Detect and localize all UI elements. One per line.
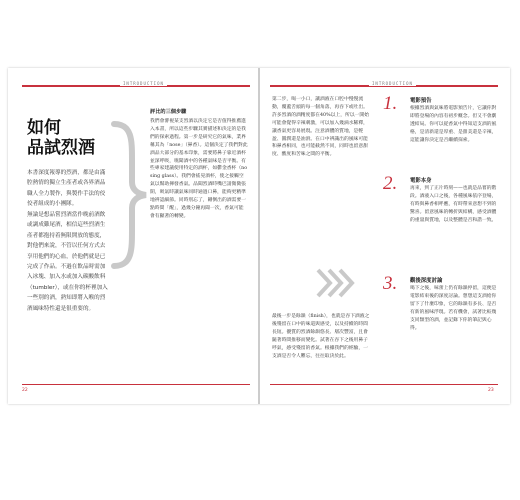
middle-column-text: 第二步，喝一小口，讓酒液在口腔中慢慢流動，覆蓋舌頭的每一個角落，再吞下或吐出。許多烈酒的酒精度都在40%以上，所以一開始可能會覺得辛辣刺激，可以加入幾滴水稀釋，讓香氣更容易展現。注意酒體的質地，是輕盈、圓潤還是油滑。在口中辨識出的風味可能和鼻香相同，也可能截然不同，同時也留意甜度、酸度和苦味之間的平衡。 (272, 97, 370, 158)
right-page-number: 23 (488, 388, 494, 393)
left-footer-rule (22, 384, 250, 385)
book-gutter (258, 68, 260, 404)
section-1-title: 電影預告 (410, 98, 432, 104)
section-2-title: 電影本身 (410, 178, 432, 184)
section-2-number: 2. (383, 173, 398, 194)
intro-paragraph-2: 無論是想品嘗烈酒當作晚前酒飲或調成雞尾酒，相信這些烈酒生產者都抱持着無限開放的態度，對他們來說，不管以任何方式去享用他們的心血，於他們就是已完成了作品。不過在飲品時需加入冰塊、加入水或加入碳酸飲料（tumbler），或在你的杯裡加入一些別的酒，熟知即將入喉的烈酒風味特性還是很重要的。 (27, 212, 108, 312)
left-running-header: INTRODUCTION (120, 81, 167, 86)
column-heading: 評比的三個步驟 (150, 109, 187, 115)
right-running-header: INTRODUCTION (369, 81, 416, 86)
page-title (27, 118, 95, 158)
section-3-title: 觀後深度討論 (410, 278, 443, 284)
brace-ornament (108, 120, 150, 270)
page-title-line2: 品試烈酒 (27, 138, 95, 158)
middle-column-text-2: 最後一步是餘韻（finish），也就是吞下酒液之後殘留在口中的味道與感受，以及持續的時間長短。優質的烈酒餘韻悠長、層次豐富，且會隨著時間推移而變化。試著在吞下之後用鼻子呼氣，感受殘留的香氣。根據我們的經驗，一支酒是否令人難忘，往往取決於此。 (272, 314, 370, 359)
chevron-ornament-icon (316, 268, 356, 298)
left-page-number: 22 (22, 388, 28, 393)
section-1-number: 1. (383, 93, 398, 114)
page-title-line1: 如何 (27, 118, 61, 138)
section-1-text: 根據烈酒與氣味將電影預告片，它讓你對即將登場的內容有初步概念。但又不會劇透結局。你可以從香氣中得知這支酒的風格，是清新還是厚重、是甜美還是辛辣，這能讓你決定是否繼續探索。 (410, 106, 497, 143)
left-column-text: 我們會審視某支烈酒以決定它是否值得推薦進入本書，所以這些步驟其實描述和決定的是我們的探索過程。第一步是研究它的氣味，業界稱其為「nose」（鼻香）。這個決定了我們對此酒品大部分的基本印象，需要將鼻子靠近酒杯並深呼吸，嗅聞酒中的各種氣味是否平衡。有些專家建議使用特定的酒杯，如鬱金香杯（nosing glass）。我們會搖晃酒杯，使之接觸空氣以幫助揮發香氣。品聞烈酒時嘴巴請微微張開，吸氣時讓氣味同時通過口鼻，能夠更精準地辨認細節。同時別忘了，剛倒出的酒需要一點時間「醒」，過幾分鐘再聞一次，香氣可能會有顯著的轉變。 (150, 119, 248, 219)
section-3-text: 喝下之後，味蕾上仍有餘韻停留，這便是電影結束後的深度討論。想想這支酒給你留下了什麼印象，它的餘韻有多長、是否有新的風味浮現。若有機會，試著比較幾支同類型的酒，並記錄下你的筆記與心得。 (410, 286, 497, 331)
section-3-number: 3. (383, 273, 398, 294)
intro-paragraph-1: 本書深度報導的烈酒，都是由滿腔熱情的獨立生產者或各界酒品職人全力製作，與製作手法的佼佼者組成的小團隊。 (27, 170, 106, 208)
right-footer-rule (270, 384, 498, 385)
section-2-text: 再來，到了正片時刻——也就是品嘗的階段。酒液入口之後，各種風味依序登場，有時與鼻香相呼應，有時帶來意想不到的驚喜。留意風味的轉折與結構，感受酒體的重量與質地，以及整體是否和諧一致。 (410, 186, 497, 223)
book-spread (8, 68, 510, 404)
